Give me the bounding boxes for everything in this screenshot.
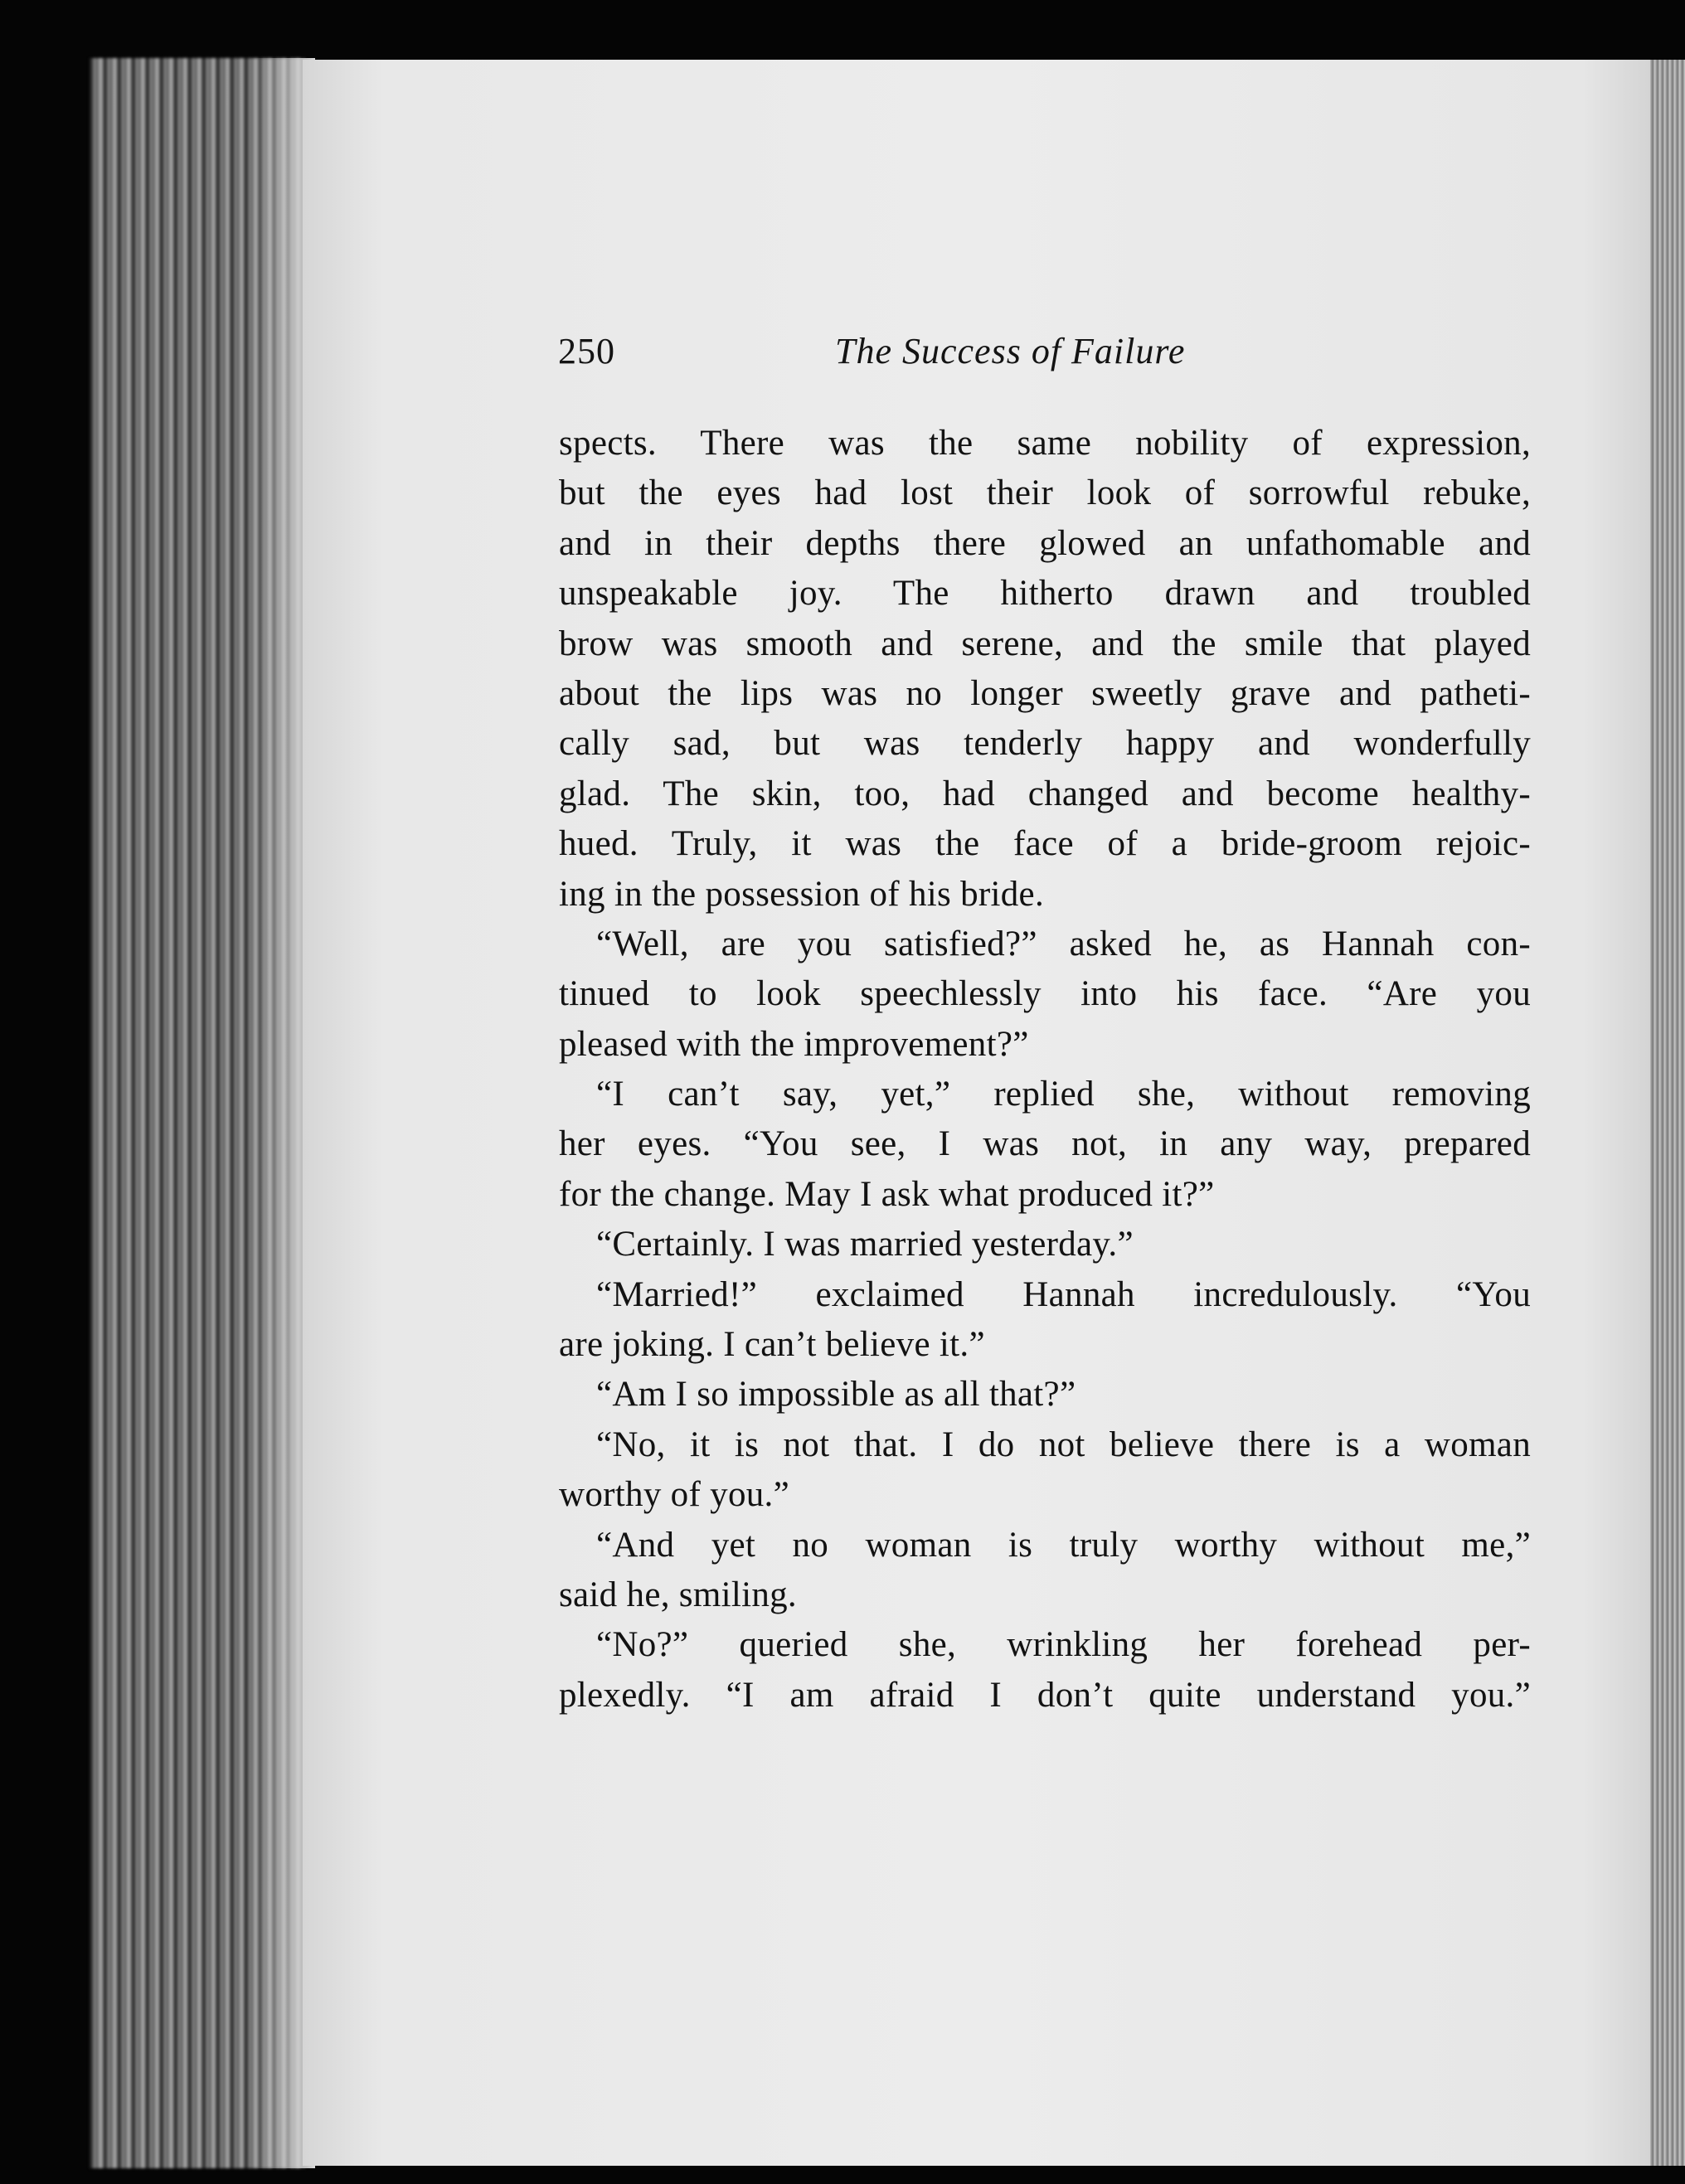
text-line: about the lips was no longer sweetly grave and patheti- — [559, 673, 1531, 713]
text-line: “Certainly. I was married yesterday.” — [596, 1225, 1134, 1264]
running-title: The Success of Failure — [835, 331, 1186, 371]
text-line: worthy of you.” — [559, 1475, 789, 1515]
text-line: “Married!” exclaimed Hannah incredulously. “You — [596, 1274, 1531, 1314]
text-line: ing in the possession of his bride. — [559, 874, 1044, 914]
text-line: “No?” queried she, wrinkling her forehead per- — [596, 1625, 1531, 1665]
page-number: 250 — [558, 331, 615, 371]
text-line: “And yet no woman is truly worthy without me,” — [596, 1525, 1531, 1565]
running-head — [558, 330, 1255, 388]
text-line: and in their depths there glowed an unfathomable and — [559, 523, 1531, 563]
text-line: “Am I so impossible as all that?” — [596, 1375, 1076, 1415]
text-line: “No, it is not that. I do not believe there is a woman — [596, 1424, 1531, 1464]
text-line: plexedly. “I am afraid I don’t quite understand you.” — [559, 1675, 1531, 1715]
text-line: unspeakable joy. The hitherto drawn and troubled — [559, 574, 1531, 614]
text-line: “Well, are you satisfied?” asked he, as Hannah con- — [596, 924, 1531, 963]
text-line: said he, smiling. — [559, 1575, 797, 1614]
text-line: pleased with the improvement?” — [559, 1024, 1029, 1064]
text-line: are joking. I can’t believe it.” — [559, 1325, 985, 1365]
text-line: but the eyes had lost their look of sorrowful rebuke, — [559, 473, 1531, 513]
text-line: cally sad, but was tenderly happy and wonderfully — [559, 724, 1531, 764]
text-line: “I can’t say, yet,” replied she, without removing — [596, 1075, 1531, 1114]
text-line: her eyes. “You see, I was not, in any way, prepared — [559, 1124, 1531, 1164]
text-line: hued. Truly, it was the face of a bride-groom rejoic- — [559, 824, 1531, 864]
body-text — [559, 419, 1531, 1721]
text-line: tinued to look speechlessly into his face. “Are you — [559, 974, 1531, 1014]
text-line: brow was smooth and serene, and the smile that played — [559, 624, 1531, 663]
text-line: for the change. May I ask what produced it?” — [559, 1174, 1215, 1214]
right-page-edge — [1650, 60, 1685, 2166]
text-line: glad. The skin, too, had changed and become healthy- — [559, 774, 1531, 813]
text-line: spects. There was the same nobility of expression, — [559, 424, 1531, 463]
